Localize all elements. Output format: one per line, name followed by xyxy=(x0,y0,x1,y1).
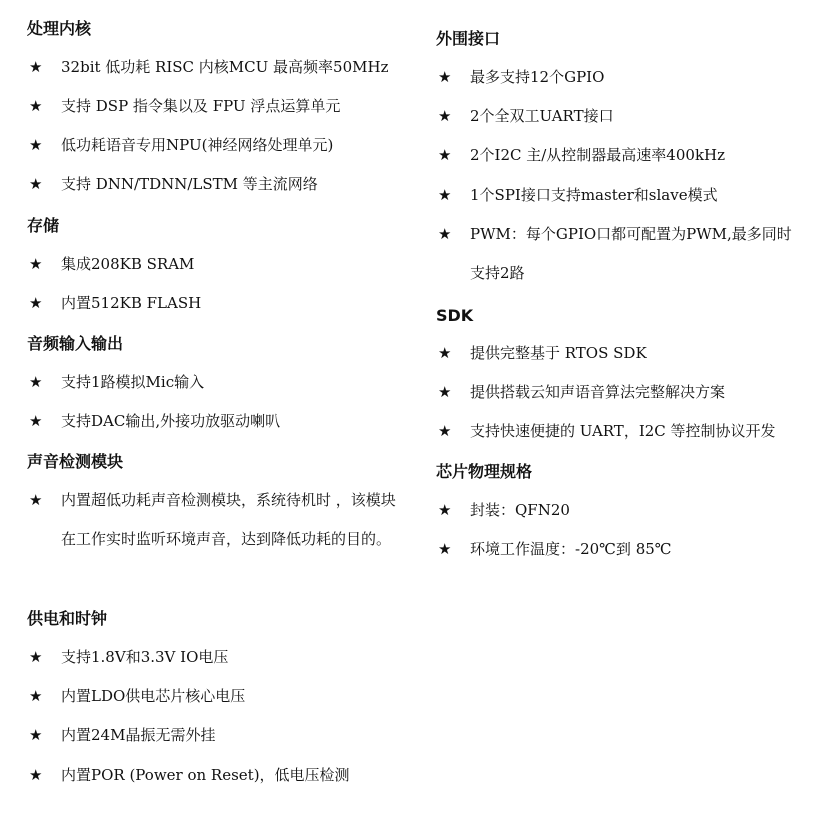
list-item: ★ 低功耗语音专用NPU(神经网络处理单元) xyxy=(27,126,333,165)
star-bullet-icon: ★ xyxy=(29,766,43,784)
list-item: ★ 2个I2C 主/从控制器最高速率400kHz xyxy=(436,136,725,175)
star-bullet-icon: ★ xyxy=(438,225,452,243)
star-bullet-icon: ★ xyxy=(29,97,43,115)
list-item: ★ 环境工作温度：-20℃到 85℃ xyxy=(436,530,672,569)
star-bullet-icon: ★ xyxy=(29,687,43,705)
star-bullet-icon: ★ xyxy=(438,501,452,519)
list-item: ★ 32bit 低功耗 RISC 内核MCU 最高频率50MHz xyxy=(27,48,388,87)
star-bullet-icon: ★ xyxy=(438,344,452,362)
list-item: ★ 提供搭载云知声语音算法完整解决方案 xyxy=(436,373,725,412)
list-item: ★ 支持 DSP 指令集以及 FPU 浮点运算单元 xyxy=(27,87,340,126)
list-item: ★ 封装：QFN20 xyxy=(436,491,570,530)
section-heading-storage: 存储 xyxy=(27,216,60,235)
star-bullet-icon: ★ xyxy=(438,107,452,125)
star-bullet-icon: ★ xyxy=(438,540,452,558)
section-heading-sdk: SDK xyxy=(436,306,474,325)
list-item: ★ 支持 DNN/TDNN/LSTM 等主流网络 xyxy=(27,165,318,204)
star-bullet-icon: ★ xyxy=(438,186,452,204)
star-bullet-icon: ★ xyxy=(29,726,43,744)
star-bullet-icon: ★ xyxy=(438,422,452,440)
list-item: ★ 1个SPI接口支持master和slave模式 xyxy=(436,176,718,215)
list-item: ★ 内置POR (Power on Reset)，低电压检测 xyxy=(27,756,350,795)
list-item: ★ 支持DAC输出,外接功放驱动喇叭 xyxy=(27,402,280,441)
list-item: ★ 集成208KB SRAM xyxy=(27,245,194,284)
star-bullet-icon: ★ xyxy=(29,136,43,154)
star-bullet-icon: ★ xyxy=(29,58,43,76)
star-bullet-icon: ★ xyxy=(29,412,43,430)
section-heading-core: 处理内核 xyxy=(27,19,92,38)
list-item: ★ 支持1.8V和3.3V IO电压 xyxy=(27,638,228,677)
star-bullet-icon: ★ xyxy=(438,383,452,401)
list-item: ★ 提供完整基于 RTOS SDK xyxy=(436,334,647,373)
star-bullet-icon: ★ xyxy=(29,373,43,391)
list-item: ★ 内置超低功耗声音检测模块，系统待机时 ，该模块在工作实时监听环境声音，达到降低功耗的目的。 xyxy=(27,481,397,559)
list-item: ★ 内置LDO供电芯片核心电压 xyxy=(27,677,245,716)
star-bullet-icon: ★ xyxy=(438,68,452,86)
star-bullet-icon: ★ xyxy=(29,175,43,193)
section-heading-physical-specs: 芯片物理规格 xyxy=(436,462,533,481)
list-item: ★ 内置512KB FLASH xyxy=(27,284,201,323)
list-item: ★ 2个全双工UART接口 xyxy=(436,97,614,136)
section-heading-sound-detection: 声音检测模块 xyxy=(27,452,124,471)
star-bullet-icon: ★ xyxy=(29,294,43,312)
star-bullet-icon: ★ xyxy=(438,146,452,164)
list-item: ★ 内置24M晶振无需外挂 xyxy=(27,716,215,755)
section-heading-peripherals: 外围接口 xyxy=(436,29,501,48)
list-item: ★ 支持快速便捷的 UART，I2C 等控制协议开发 xyxy=(436,412,776,451)
star-bullet-icon: ★ xyxy=(29,255,43,273)
section-heading-power-clock: 供电和时钟 xyxy=(27,609,108,628)
list-item: ★ 支持1路模拟Mic输入 xyxy=(27,363,204,402)
section-heading-audio: 音频输入输出 xyxy=(27,334,124,353)
list-item: ★ PWM：每个GPIO口都可配置为PWM,最多同时支持2路 xyxy=(436,215,801,293)
list-item: ★ 最多支持12个GPIO xyxy=(436,58,604,97)
star-bullet-icon: ★ xyxy=(29,491,43,509)
star-bullet-icon: ★ xyxy=(29,648,43,666)
